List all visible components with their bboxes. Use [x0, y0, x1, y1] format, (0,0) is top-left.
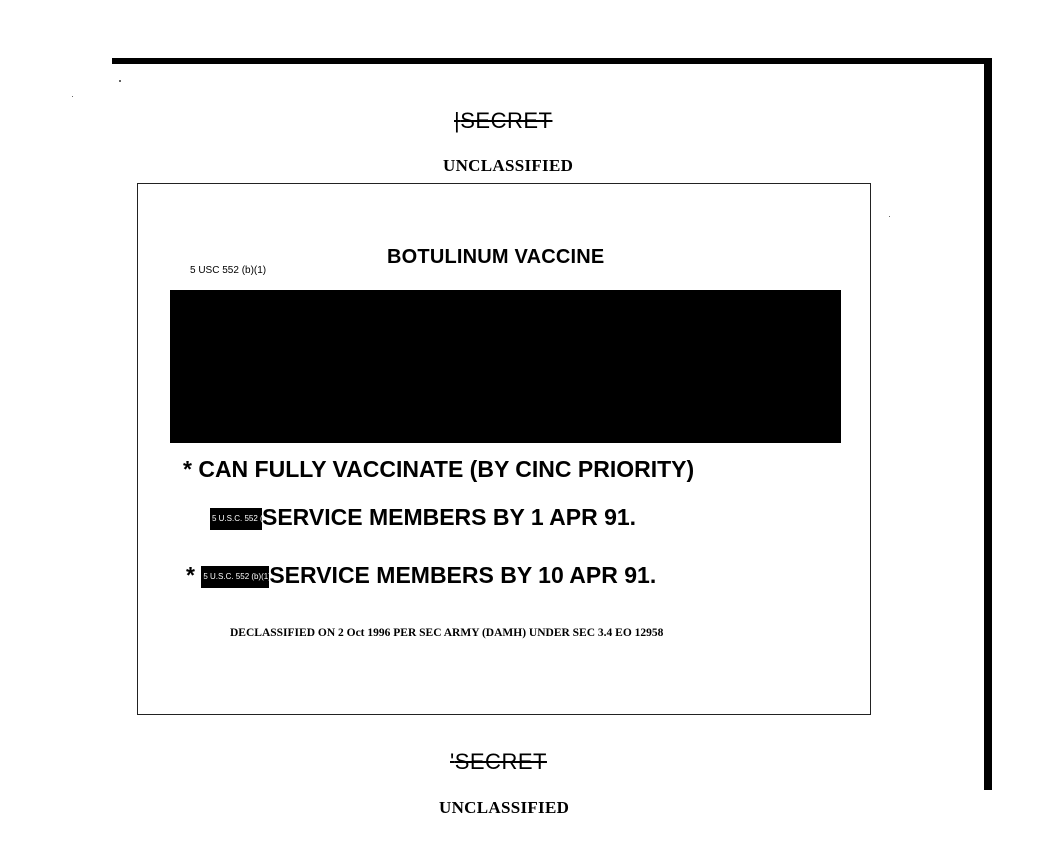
bullet-2: [186, 562, 656, 589]
bullet-1-line-1: * CAN FULLY VACCINATE (BY CINC PRIORITY): [183, 456, 695, 482]
redaction-chip: 5 U.S.C. 552 (b)(1): [210, 508, 262, 530]
right-border-rule: [984, 58, 992, 790]
slide-title: BOTULINUM VACCINE: [387, 246, 605, 268]
header-secret-mark: |SECRET: [454, 108, 553, 133]
declassification-note: DECLASSIFIED ON 2 Oct 1996 PER SEC ARMY (DAMH) UNDER SEC 3.4 EO 12958: [230, 627, 664, 639]
bullet-1-line-2-text: SERVICE MEMBERS BY 1 APR 91.: [262, 504, 637, 530]
scan-speck: [119, 80, 121, 82]
scan-speck: [72, 96, 73, 97]
usc-reference-label: 5 USC 552 (b)(1): [190, 265, 267, 276]
footer-secret-mark: 'SECRET: [450, 749, 547, 774]
redaction-chip: 5 U.S.C. 552 (b)(1): [201, 566, 269, 588]
footer-unclassified-mark: UNCLASSIFIED: [439, 798, 570, 817]
bullet-1-line-2: [210, 504, 636, 531]
header-unclassified-mark: UNCLASSIFIED: [443, 156, 574, 175]
top-border-rule: [112, 58, 992, 64]
bullet-2-star: *: [186, 562, 195, 588]
redaction-block: [170, 290, 841, 443]
scan-speck: [889, 216, 890, 217]
bullet-2-text: SERVICE MEMBERS BY 10 APR 91.: [269, 562, 657, 588]
